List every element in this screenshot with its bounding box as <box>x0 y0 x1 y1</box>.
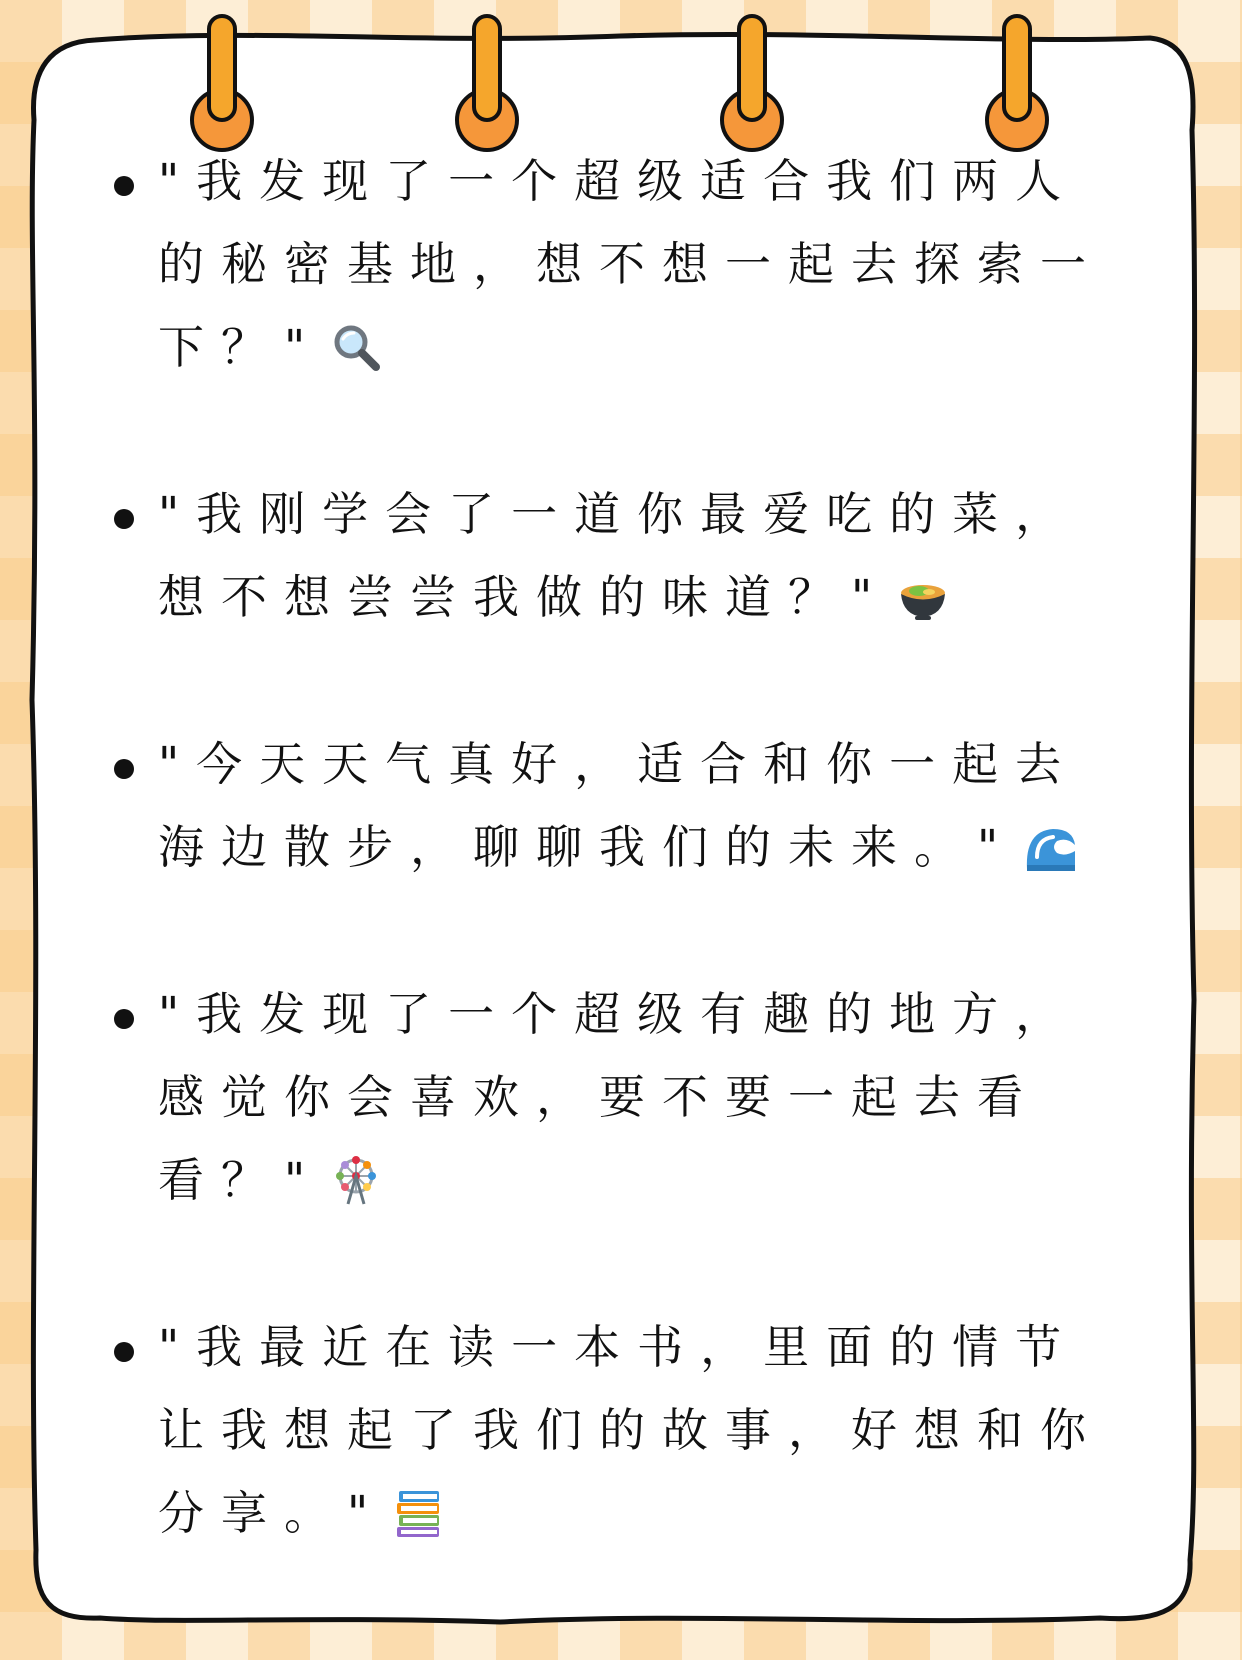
list-item <box>100 1306 1140 1565</box>
ocean-wave-icon <box>1023 816 1077 899</box>
bullet-dot <box>114 1342 134 1362</box>
item-text: "我发现了一个超级有趣的地方，感觉你会喜欢，要不要一起去看看？" <box>158 987 1079 1207</box>
bullet-dot <box>114 509 134 529</box>
list-item <box>100 973 1140 1232</box>
books-icon <box>393 1482 445 1565</box>
list-item <box>100 140 1140 399</box>
item-text: "我最近在读一本书，里面的情节让我想起了我们的故事，好想和你分享。" <box>158 1320 1103 1540</box>
list-item <box>100 473 1140 649</box>
bullet-dot <box>114 176 134 196</box>
item-text: "我刚学会了一道你最爱吃的菜，想不想尝尝我做的味道？" <box>158 487 1079 624</box>
ferris-wheel-icon <box>330 1149 382 1232</box>
list-item <box>100 723 1140 899</box>
noodle-bowl-icon <box>897 566 949 649</box>
bullet-dot <box>114 1009 134 1029</box>
magnifying-glass-icon <box>330 316 382 399</box>
item-text: "我发现了一个超级适合我们两人的秘密基地，想不想一起去探索一下？" <box>158 154 1103 374</box>
item-text: "今天天气真好，适合和你一起去海边散步，聊聊我们的未来。" <box>158 737 1079 874</box>
bullet-dot <box>114 759 134 779</box>
